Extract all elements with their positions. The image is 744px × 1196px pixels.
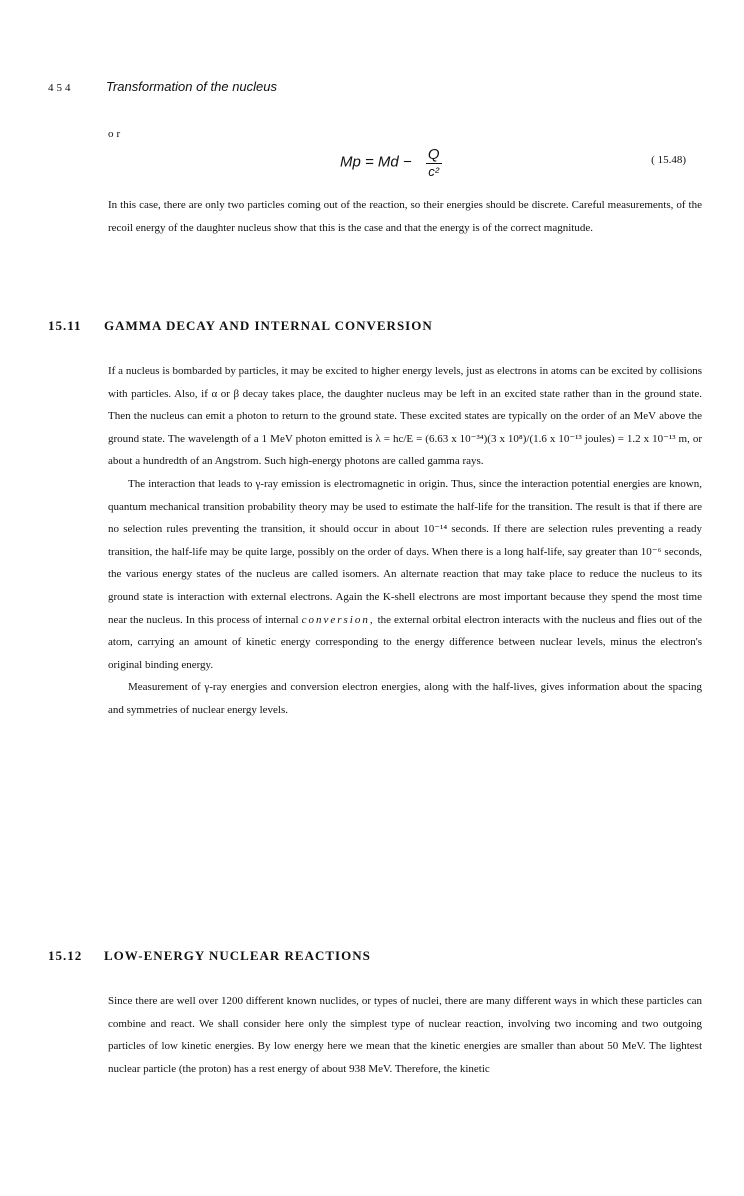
paragraph-text: The interaction that leads to γ-ray emission is electromagnetic in origin. Thus, since the interaction potential energies are known, quantum mechanical transition probability theory may be used to estimate the half-life for the transition. The result is that if there are no selection rules preventing the transition, it should occur in about 10⁻¹⁴ seconds. If there are selection rules preventing a ready transition, the half-life may be quite large, possibly on the order of days. When there is a long half-life, say greater than 10⁻⁶ seconds, the various energy states of the nucleus are called isomers. An alternate reaction that may take place to reduce the nucleus to its ground state is interaction with external electrons. Again the K-shell electrons are most important because they spend the most time near the nucleus. In this process of internal (108, 477, 702, 626)
paragraph: Since there are well over 1200 different known nuclides, or types of nuclei, there are many different ways in which these particles can combine and react. We shall consider here only the simplest type of nuclear reaction, involving two incoming and two outgoing particles of low kinetic energies. By low energy here we mean that the kinetic energies are smaller than about 50 MeV. The lightest nuclear particle (the proton) has a rest energy of about 938 MeV. Therefore, the kinetic (108, 995, 702, 1075)
paragraph-text: the external orbital electron interacts with the nucleus and flies out of the atom, carrying an amount of kinetic energy corresponding to the energy difference between nuclear levels, minus the electron's original binding energy. (108, 613, 703, 671)
running-title: Transformation of the nucleus (106, 79, 278, 94)
equation-denominator: c² (428, 164, 440, 179)
section-title: GAMMA DECAY AND INTERNAL CONVERSION (104, 318, 433, 333)
paragraph: If a nucleus is bombarded by particles, it may be excited to higher energy levels, just as electrons in atoms can be excited by collisions with particles. Also, if α or β decay takes place, the daughter nucleus may be left in an excited state rather than in the ground state. Then the nucleus can emit a photon to return to the ground state. These excited states are typically on the order of an MeV above the ground state. The wavelength of a 1 MeV photon emitted is λ = hc/E = (6.63 x 10⁻³⁴)(3 x 10⁸)/(1.6 x 10⁻¹³ joules) = 1.2 x 10⁻¹³ m, or about a hundredth of an Angstrom. Such high-energy photons are called gamma rays. (108, 365, 702, 468)
page-number: 454 (48, 82, 74, 94)
section-number: 15.12 (48, 948, 83, 963)
section-15-11-body (108, 360, 702, 722)
italic-term: conversion, (301, 613, 375, 626)
paragraph-intro (108, 194, 702, 239)
equation-lead-in: or (108, 128, 124, 140)
section-heading-15-12 (48, 948, 371, 964)
equation-15-48 (340, 146, 442, 179)
section-15-12-body (108, 990, 702, 1080)
section-title: LOW-ENERGY NUCLEAR REACTIONS (104, 948, 371, 963)
paragraph (108, 473, 702, 676)
equation-fraction (426, 146, 442, 179)
equation-lhs: Mp = Md − (340, 153, 412, 171)
paragraph: Measurement of γ-ray energies and conversion electron energies, along with the half-lives, gives information about the spacing and symmetries of nuclear energy levels. (108, 681, 702, 716)
equation-numerator: Q (427, 146, 440, 163)
paragraph-intro-text: In this case, there are only two particles coming out of the reaction, so their energies should be discrete. Careful measurements, of the recoil energy of the daughter nucleus show that this is the case and that the energy is of the correct magnitude. (108, 199, 702, 234)
section-heading-15-11 (48, 318, 433, 334)
section-number: 15.11 (48, 318, 82, 333)
equation-number: ( 15.48) (651, 154, 686, 166)
